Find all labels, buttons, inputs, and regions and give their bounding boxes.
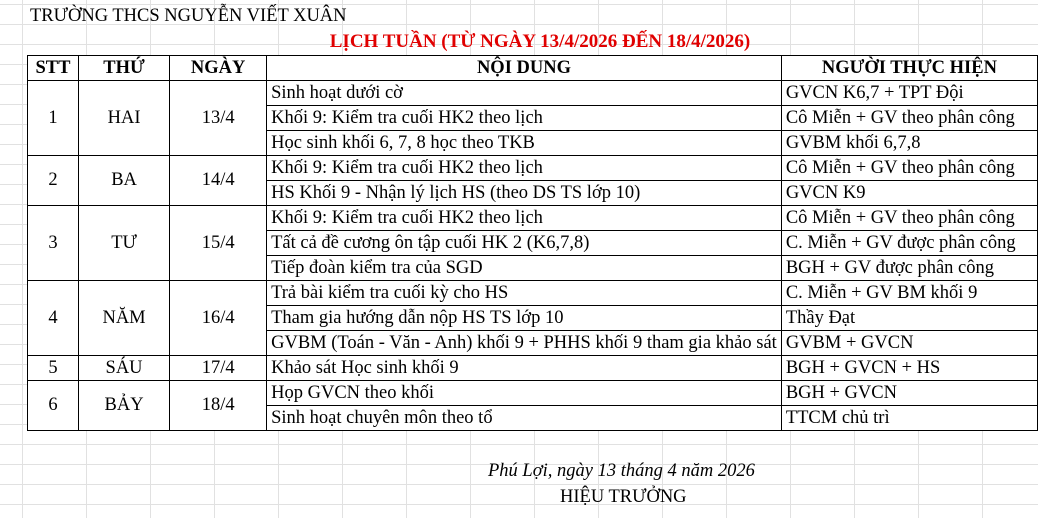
person-cell: TTCM chủ trì: [781, 406, 1037, 431]
date-cell: 13/4: [170, 81, 267, 156]
content-cell: GVBM (Toán - Văn - Anh) khối 9 + PHHS khối 9 tham gia khảo sát: [267, 331, 782, 356]
table-row: [28, 206, 1038, 231]
schedule-title: LỊCH TUẦN (TỪ NGÀY 13/4/2026 ĐẾN 18/4/2026): [329, 31, 751, 52]
table-row: [28, 381, 1038, 406]
weekly-schedule-table: [27, 55, 1038, 431]
table-row: [28, 281, 1038, 306]
date-cell: 18/4: [170, 381, 267, 431]
content-cell: Khảo sát Học sinh khối 9: [267, 356, 782, 381]
column-header-stt: STT: [28, 56, 79, 81]
table-header-row: [28, 56, 1038, 81]
person-cell: Cô Miễn + GV theo phân công: [781, 106, 1037, 131]
table-row: [28, 356, 1038, 381]
content-cell: Tiếp đoàn kiểm tra của SGD: [267, 256, 782, 281]
person-cell: Cô Miễn + GV theo phân công: [781, 156, 1037, 181]
table-row: [28, 156, 1038, 181]
person-cell: BGH + GVCN: [781, 381, 1037, 406]
date-cell: 15/4: [170, 206, 267, 281]
content-cell: Khối 9: Kiểm tra cuối HK2 theo lịch: [267, 206, 782, 231]
person-cell: GVCN K6,7 + TPT Đội: [781, 81, 1037, 106]
person-cell: GVBM khối 6,7,8: [781, 131, 1037, 156]
content-cell: Học sinh khối 6, 7, 8 học theo TKB: [267, 131, 782, 156]
stt-cell: 5: [28, 356, 79, 381]
date-line: Phú Lợi, ngày 13 tháng 4 năm 2026: [488, 461, 755, 481]
content-cell: Trả bài kiểm tra cuối kỳ cho HS: [267, 281, 782, 306]
content-cell: Khối 9: Kiểm tra cuối HK2 theo lịch: [267, 156, 782, 181]
column-header-ngay: NGÀY: [170, 56, 267, 81]
weekday-cell: HAI: [78, 81, 169, 156]
stt-cell: 1: [28, 81, 79, 156]
person-cell: BGH + GV được phân công: [781, 256, 1037, 281]
school-name: TRƯỜNG THCS NGUYỄN VIẾT XUÂN: [30, 6, 347, 26]
stt-cell: 3: [28, 206, 79, 281]
content-cell: Tham gia hướng dẫn nộp HS TS lớp 10: [267, 306, 782, 331]
person-cell: Thầy Đạt: [781, 306, 1037, 331]
column-header-noi-dung: NỘI DUNG: [267, 56, 782, 81]
weekday-cell: NĂM: [78, 281, 169, 356]
content-cell: Tất cả đề cương ôn tập cuối HK 2 (K6,7,8): [267, 231, 782, 256]
signature-title: HIỆU TRƯỞNG: [560, 487, 687, 507]
stt-cell: 4: [28, 281, 79, 356]
person-cell: C. Miễn + GV BM khối 9: [781, 281, 1037, 306]
person-cell: C. Miễn + GV được phân công: [781, 231, 1037, 256]
person-cell: GVCN K9: [781, 181, 1037, 206]
content-cell: Sinh hoạt chuyên môn theo tổ: [267, 406, 782, 431]
person-cell: GVBM + GVCN: [781, 331, 1037, 356]
column-header-nguoi-thuc-hien: NGƯỜI THỰC HIỆN: [781, 56, 1037, 81]
person-cell: BGH + GVCN + HS: [781, 356, 1037, 381]
date-cell: 16/4: [170, 281, 267, 356]
weekday-cell: BẢY: [78, 381, 169, 431]
content-cell: Họp GVCN theo khối: [267, 381, 782, 406]
weekday-cell: BA: [78, 156, 169, 206]
table-row: [28, 81, 1038, 106]
content-cell: HS Khối 9 - Nhận lý lịch HS (theo DS TS lớp 10): [267, 181, 782, 206]
date-cell: 17/4: [170, 356, 267, 381]
weekday-cell: SÁU: [78, 356, 169, 381]
column-header-thu: THỨ: [78, 56, 169, 81]
stt-cell: 2: [28, 156, 79, 206]
person-cell: Cô Miễn + GV theo phân công: [781, 206, 1037, 231]
content-cell: Sinh hoạt dưới cờ: [267, 81, 782, 106]
content-cell: Khối 9: Kiểm tra cuối HK2 theo lịch: [267, 106, 782, 131]
weekday-cell: TƯ: [78, 206, 169, 281]
stt-cell: 6: [28, 381, 79, 431]
date-cell: 14/4: [170, 156, 267, 206]
